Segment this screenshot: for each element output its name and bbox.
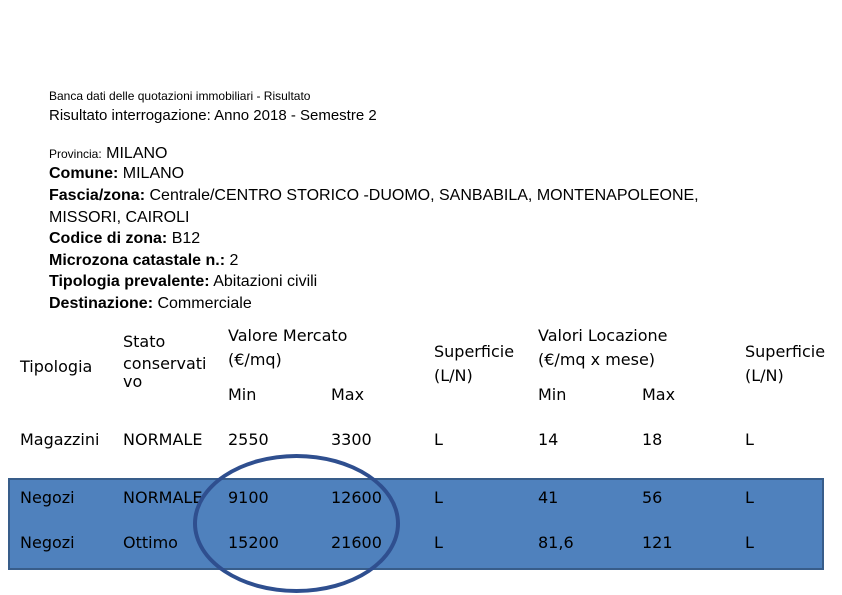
fascia-line-2: MISSORI, CAIROLI [49,209,190,226]
comune-line [49,164,184,184]
header-superficie-unit: (L/N) [434,366,473,385]
row-1-superficie-2: L [745,430,754,449]
row-2-superficie-2: L [745,488,754,507]
header-loc-max: Max [642,385,676,404]
row-2-min: 9100 [228,488,269,507]
comune-value: MILANO [122,165,185,182]
destinazione-line [49,294,252,314]
tipologia-prevalente-label: Tipologia prevalente: [49,273,210,290]
microzona-label: Microzona catastale n.: [49,252,226,269]
header-min: Min [228,385,257,404]
header-valori-locazione: Valori Locazione [538,326,668,345]
row-3-loc-min: 81,6 [538,533,574,552]
provincia-line [49,144,167,164]
fascia-value: Centrale/CENTRO STORICO -DUOMO, SANBABILA, MONTENAPOLEONE, [149,187,699,204]
row-1-max: 3300 [331,430,372,449]
header-stato [123,331,206,393]
codice-line [49,229,200,249]
row-2-tipologia: Negozi [20,488,75,507]
row-1-loc-min: 14 [538,430,559,449]
row-1-stato: NORMALE [123,430,203,449]
header-stato-line2: conservati [123,354,207,373]
row-3-superficie: L [434,533,443,552]
row-3-tipologia: Negozi [20,533,75,552]
row-2-loc-min: 41 [538,488,559,507]
row-2-superficie: L [434,488,443,507]
row-1-loc-max: 18 [642,430,663,449]
header-tipologia: Tipologia [20,357,93,376]
fascia-line [49,186,699,206]
row-2-stato: NORMALE [123,488,203,507]
tipologia-prevalente-value: Abitazioni civili [213,273,318,290]
header-valori-locazione-unit: (€/mq x mese) [538,350,656,369]
destinazione-value: Commerciale [157,295,252,312]
row-1-min: 2550 [228,430,269,449]
header-stato-line3: vo [123,372,143,391]
header-superficie: Superficie [434,342,515,361]
highlight-oval [193,454,400,593]
fascia-label: Fascia/zona: [49,187,146,204]
query-result-title: Risultato interrogazione: Anno 2018 - Semestre 2 [49,107,377,124]
codice-label: Codice di zona: [49,230,168,247]
header-loc-min: Min [538,385,567,404]
header-stato-line1: Stato [123,332,166,351]
row-3-stato: Ottimo [123,533,178,552]
row-2-max: 12600 [331,488,382,507]
row-3-min: 15200 [228,533,279,552]
header-max: Max [331,385,365,404]
provincia-label: Provincia: [49,147,102,161]
header-valore-mercato: Valore Mercato [228,326,348,345]
row-2-loc-max: 56 [642,488,663,507]
tipologia-prevalente-line [49,272,317,292]
microzona-line [49,251,238,271]
header-superficie-2: Superficie [745,342,826,361]
codice-value: B12 [171,230,201,247]
header-title: Banca dati delle quotazioni immobiliari - Risultato [49,89,311,103]
provincia-value: MILANO [106,145,168,162]
microzona-value: 2 [229,252,239,269]
destinazione-label: Destinazione: [49,295,154,312]
row-1-superficie: L [434,430,443,449]
row-3-superficie-2: L [745,533,754,552]
header-valore-mercato-unit: (€/mq) [228,350,282,369]
row-3-loc-max: 121 [642,533,673,552]
row-3-max: 21600 [331,533,382,552]
header-superficie-2-unit: (L/N) [745,366,784,385]
comune-label: Comune: [49,165,119,182]
row-1-tipologia: Magazzini [20,430,100,449]
